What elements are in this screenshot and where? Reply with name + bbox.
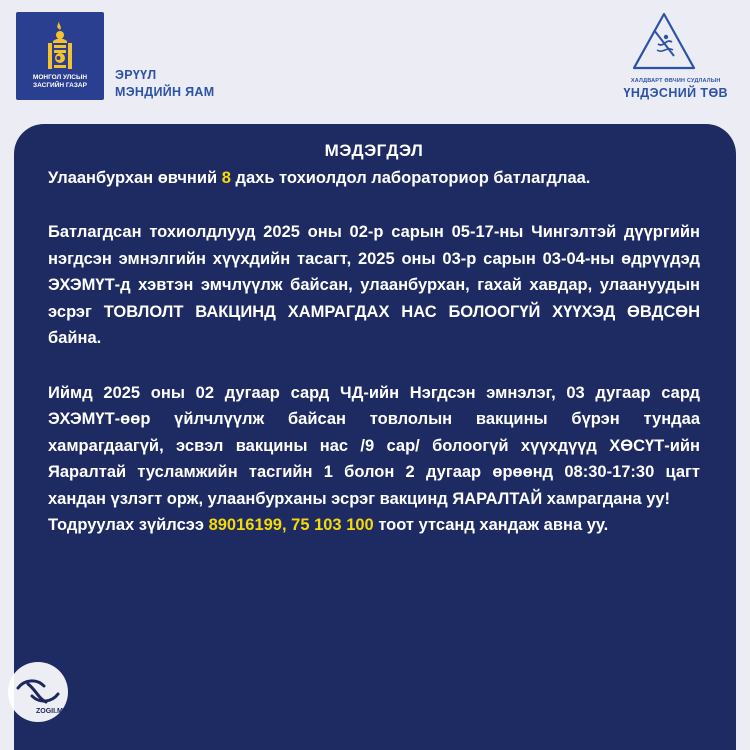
government-emblem [16,12,104,100]
emblem-caption-line1: МОНГОЛ УЛСЫН [32,74,88,81]
notice-title: МЭДЭГДЭЛ [324,141,424,160]
emblem-caption [16,74,104,90]
notice-lead [48,165,700,191]
contact-text-start: Тодруулах зүйлсээ [48,516,209,534]
ministry-name [115,67,214,101]
notice-paragraph-1: Батлагдсан тохиолдлууд 2025 оны 02-р сарын 05-17-ны Чингэлтэй дүүргийн нэгдсэн эмнэлгийн хүүхдийн тасагт, 2025 оны 03-р сарын 03-04-ны өдрүүдэд ЭХЭМҮТ-д хэвтэн эмчлүүлж байсан, улаанбурхан, гахай хавдар, улаануудын эсрэг ТОВЛОЛТ ВАКЦИНД ХАМРАГДАХ НАС БОЛООГҮЙ ХҮҮХЭД ӨВДСӨН байна. [48,223,700,347]
spacer [48,191,700,219]
lead-text-start: Улаанбурхан өвчний [48,169,222,187]
spacer [48,352,700,380]
contact-text-end: тоот утсанд хандаж авна уу. [373,516,609,534]
notice-paragraph-2: Иймд 2025 оны 02 дугаар сард ЧД-ийн Нэгдсэн эмнэлэг, 03 дугаар сард ЭХЭМҮТ-өөр үйлчлүүлж байсан товлолын вакцины бүрэн тундаа хамрагдаагүй, эсвэл вакцины нас /9 сар/ болоогүй хүүхдүүд ХӨСҮТ-ийн Яаралтай тусламжийн тасгийн 1 болон 2 дугаар өрөөнд 08:30-17:30 цагт хандан үзлэгт орж, улаанбурханы эсрэг вакцинд ЯАРАЛТАЙ хамрагдана уу! [48,383,700,508]
nccd-name [624,78,728,100]
watermark-text: ZOGII.MN [36,708,68,715]
nccd-triangle-logo [630,10,698,74]
ministry-name-line1: ЭРҮҮЛ [115,68,157,82]
zogii-watermark-icon [2,658,72,728]
nccd-name-line1: ХАЛДВАРТ ӨВЧИН СУДЛАЛЫН [630,78,721,84]
header [0,0,750,125]
contact-phones: 89016199, 75 103 100 [208,516,374,534]
notice-body [48,137,700,539]
soyombo-icon [39,18,81,72]
contact-line [48,512,700,539]
nccd-name-line2: ҮНДЭСНИЙ ТӨВ [623,86,728,100]
emblem-caption-line2: ЗАСГИЙН ГАЗАР [33,82,87,89]
case-number: 8 [221,169,231,187]
lead-text-end: дахь тохиолдол лабораториор батлагдлаа. [230,169,591,187]
ministry-name-line2: МЭНДИЙН ЯАМ [115,85,215,99]
